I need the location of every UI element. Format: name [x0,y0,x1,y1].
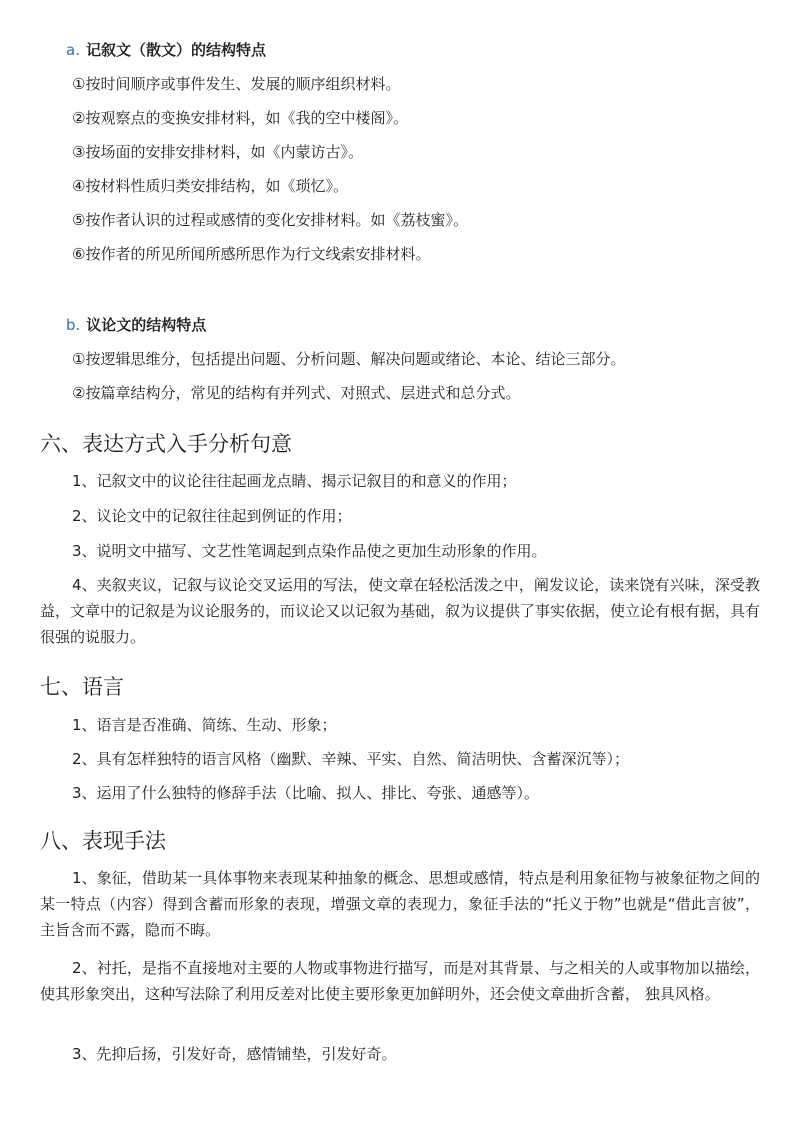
list-marker-a: a. [66,41,80,59]
narrative-structure-title-text: 记叙文（散文）的结构特点 [85,41,266,59]
narrative-structure-title [66,40,766,60]
argumentative-structure-title [66,315,766,335]
paragraph: 3、运用了什么独特的修辞手法（比喻、拟人、排比、夸张、通感等）。 [72,784,540,802]
narrative-structure-section [66,40,766,270]
paragraph: 4、夹叙夹议，记叙与议论交叉运用的写法，使文章在轻松活泼之中，阐发议论，读来饶有兴味，深受教益，文章中的记叙是为议论服务的，而议论又以记叙为基础，叙为议提供了事实依据，使立论有根有据，具有很强的说服力。 [40,576,761,646]
list-marker-b: b. [66,316,81,334]
list-item: ②按观察点的变换安排材料，如《我的空中楼阁》。 [72,109,408,127]
list-item: ①按时间顺序或事件发生、发展的顺序组织材料。 [72,75,401,93]
paragraph: 2、衬托，是指不直接地对主要的人物或事物进行描写，而是对其背景、与之相关的人或事物加以描绘，使其形象突出，这种写法除了利用反差对比使主要形象更加鲜明外，还会使文章曲折含蓄， 独具风格。 [40,959,760,1003]
paragraph: 1、象征，借助某一具体事物来表现某种抽象的概念、思想或感情，特点是利用象征物与被象征物之间的某一特点（内容）得到含蓄而形象的表现，增强文章的表现力，象征手法的“托义于物”也就是“借此言彼”，主旨含而不露，隐而不晦。 [40,869,760,939]
argumentative-structure-section [66,315,766,415]
paragraph: 1、语言是否准确、简练、生动、形象； [72,716,337,734]
heading-expression-techniques: 八、表现手法 [40,829,166,853]
paragraph: 2、具有怎样独特的语言风格（幽默、辛辣、平实、自然、简洁明快、含蓄深沉等）； [72,750,630,768]
paragraph: 1、记叙文中的议论往往起画龙点睛、揭示记叙目的和意义的作用； [72,472,517,490]
list-item: ①按逻辑思维分，包括提出问题、分析问题、解决问题或绪论、本论、结论三部分。 [72,350,626,368]
list-item: ⑤按作者认识的过程或感情的变化安排材料。如《荔枝蜜》。 [72,211,468,229]
list-item: ④按材料性质归类安排结构，如《琐忆》。 [72,177,348,195]
paragraph: 3、说明文中描写、文艺性笔调起到点染作品使之更加生动形象的作用。 [72,542,547,560]
heading-language: 七、语言 [40,675,124,699]
list-item: ②按篇章结构分，常见的结构有并列式、对照式、层进式和总分式。 [72,384,521,402]
heading-expression-methods: 六、表达方式入手分析句意 [40,432,292,456]
list-item: ⑥按作者的所见所闻所感所思作为行文线索安排材料。 [72,245,431,263]
paragraph: 3、先抑后扬，引发好奇，感情铺垫，引发好奇。 [72,1045,397,1063]
paragraph: 2、议论文中的记叙往往起到例证的作用； [72,507,352,525]
argumentative-structure-title-text: 议论文的结构特点 [86,316,207,334]
list-item: ③按场面的安排安排材料，如《内蒙访古》。 [72,143,363,161]
